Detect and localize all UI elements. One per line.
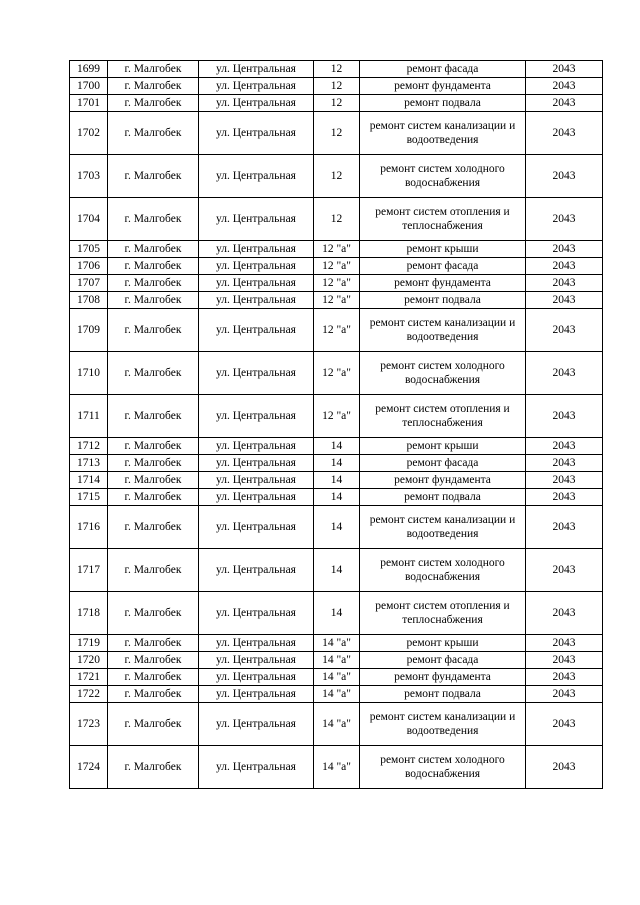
cell-work-type: ремонт систем отопления и теплоснабжения — [360, 198, 526, 241]
table-row — [70, 309, 603, 352]
cell-row-number: 1704 — [70, 198, 108, 241]
cell-row-number: 1718 — [70, 592, 108, 635]
table-row — [70, 78, 603, 95]
cell-city: г. Малгобек — [108, 275, 199, 292]
cell-year: 2043 — [526, 438, 603, 455]
cell-year: 2043 — [526, 309, 603, 352]
cell-house-number: 14 "а" — [314, 669, 360, 686]
table-row — [70, 155, 603, 198]
cell-row-number: 1708 — [70, 292, 108, 309]
cell-street: ул. Центральная — [199, 95, 314, 112]
table-row — [70, 438, 603, 455]
cell-row-number: 1707 — [70, 275, 108, 292]
cell-year: 2043 — [526, 78, 603, 95]
cell-house-number: 12 — [314, 198, 360, 241]
cell-work-type: ремонт фасада — [360, 652, 526, 669]
cell-year: 2043 — [526, 592, 603, 635]
table-row — [70, 635, 603, 652]
cell-year: 2043 — [526, 652, 603, 669]
cell-street: ул. Центральная — [199, 472, 314, 489]
cell-year: 2043 — [526, 95, 603, 112]
cell-city: г. Малгобек — [108, 455, 199, 472]
cell-row-number: 1715 — [70, 489, 108, 506]
cell-city: г. Малгобек — [108, 292, 199, 309]
cell-row-number: 1724 — [70, 746, 108, 789]
cell-work-type: ремонт подвала — [360, 292, 526, 309]
cell-house-number: 12 "а" — [314, 309, 360, 352]
cell-work-type: ремонт подвала — [360, 489, 526, 506]
cell-street: ул. Центральная — [199, 78, 314, 95]
cell-row-number: 1702 — [70, 112, 108, 155]
cell-work-type: ремонт фундамента — [360, 78, 526, 95]
cell-house-number: 14 "а" — [314, 746, 360, 789]
cell-city: г. Малгобек — [108, 112, 199, 155]
cell-year: 2043 — [526, 155, 603, 198]
cell-year: 2043 — [526, 489, 603, 506]
cell-city: г. Малгобек — [108, 652, 199, 669]
cell-work-type: ремонт систем холодного водоснабжения — [360, 352, 526, 395]
cell-work-type: ремонт систем канализации и водоотведения — [360, 309, 526, 352]
cell-street: ул. Центральная — [199, 506, 314, 549]
cell-city: г. Малгобек — [108, 309, 199, 352]
cell-city: г. Малгобек — [108, 95, 199, 112]
table-row — [70, 455, 603, 472]
cell-house-number: 14 "а" — [314, 686, 360, 703]
cell-house-number: 14 — [314, 489, 360, 506]
cell-street: ул. Центральная — [199, 669, 314, 686]
cell-city: г. Малгобек — [108, 352, 199, 395]
cell-year: 2043 — [526, 506, 603, 549]
cell-row-number: 1710 — [70, 352, 108, 395]
cell-house-number: 12 — [314, 155, 360, 198]
cell-street: ул. Центральная — [199, 686, 314, 703]
table-row — [70, 686, 603, 703]
cell-street: ул. Центральная — [199, 703, 314, 746]
cell-year: 2043 — [526, 669, 603, 686]
cell-year: 2043 — [526, 746, 603, 789]
table-row — [70, 669, 603, 686]
cell-year: 2043 — [526, 258, 603, 275]
cell-work-type: ремонт крыши — [360, 438, 526, 455]
cell-street: ул. Центральная — [199, 549, 314, 592]
table-row — [70, 506, 603, 549]
cell-street: ул. Центральная — [199, 275, 314, 292]
cell-house-number: 12 "а" — [314, 258, 360, 275]
cell-house-number: 14 — [314, 472, 360, 489]
cell-row-number: 1713 — [70, 455, 108, 472]
cell-house-number: 12 "а" — [314, 292, 360, 309]
cell-house-number: 12 — [314, 78, 360, 95]
table-row — [70, 112, 603, 155]
cell-house-number: 14 "а" — [314, 703, 360, 746]
cell-city: г. Малгобек — [108, 635, 199, 652]
cell-row-number: 1699 — [70, 61, 108, 78]
table-row — [70, 292, 603, 309]
table-row — [70, 395, 603, 438]
cell-work-type: ремонт систем канализации и водоотведения — [360, 112, 526, 155]
cell-house-number: 12 "а" — [314, 241, 360, 258]
cell-year: 2043 — [526, 112, 603, 155]
cell-street: ул. Центральная — [199, 438, 314, 455]
cell-row-number: 1705 — [70, 241, 108, 258]
table-row — [70, 198, 603, 241]
cell-city: г. Малгобек — [108, 592, 199, 635]
cell-work-type: ремонт систем холодного водоснабжения — [360, 549, 526, 592]
cell-city: г. Малгобек — [108, 686, 199, 703]
cell-work-type: ремонт систем отопления и теплоснабжения — [360, 592, 526, 635]
cell-street: ул. Центральная — [199, 592, 314, 635]
table-row — [70, 275, 603, 292]
cell-year: 2043 — [526, 635, 603, 652]
cell-work-type: ремонт фундамента — [360, 669, 526, 686]
cell-street: ул. Центральная — [199, 652, 314, 669]
cell-house-number: 14 "а" — [314, 652, 360, 669]
cell-street: ул. Центральная — [199, 635, 314, 652]
table-row — [70, 61, 603, 78]
cell-city: г. Малгобек — [108, 198, 199, 241]
cell-row-number: 1722 — [70, 686, 108, 703]
cell-work-type: ремонт крыши — [360, 241, 526, 258]
cell-row-number: 1716 — [70, 506, 108, 549]
cell-street: ул. Центральная — [199, 61, 314, 78]
cell-row-number: 1723 — [70, 703, 108, 746]
table-row — [70, 472, 603, 489]
table-row — [70, 241, 603, 258]
cell-row-number: 1721 — [70, 669, 108, 686]
cell-city: г. Малгобек — [108, 489, 199, 506]
table-row — [70, 352, 603, 395]
cell-year: 2043 — [526, 198, 603, 241]
cell-street: ул. Центральная — [199, 746, 314, 789]
cell-work-type: ремонт фасада — [360, 258, 526, 275]
cell-year: 2043 — [526, 61, 603, 78]
cell-year: 2043 — [526, 395, 603, 438]
cell-street: ул. Центральная — [199, 292, 314, 309]
table-row — [70, 746, 603, 789]
capital-repair-table — [69, 60, 603, 789]
cell-row-number: 1706 — [70, 258, 108, 275]
cell-year: 2043 — [526, 686, 603, 703]
cell-city: г. Малгобек — [108, 438, 199, 455]
cell-city: г. Малгобек — [108, 155, 199, 198]
cell-year: 2043 — [526, 472, 603, 489]
cell-house-number: 12 — [314, 95, 360, 112]
cell-year: 2043 — [526, 703, 603, 746]
cell-row-number: 1719 — [70, 635, 108, 652]
cell-work-type: ремонт подвала — [360, 686, 526, 703]
cell-street: ул. Центральная — [199, 112, 314, 155]
cell-city: г. Малгобек — [108, 746, 199, 789]
cell-street: ул. Центральная — [199, 155, 314, 198]
cell-work-type: ремонт систем отопления и теплоснабжения — [360, 395, 526, 438]
cell-house-number: 14 — [314, 592, 360, 635]
cell-street: ул. Центральная — [199, 352, 314, 395]
cell-work-type: ремонт систем канализации и водоотведения — [360, 506, 526, 549]
cell-work-type: ремонт фундамента — [360, 472, 526, 489]
cell-house-number: 12 — [314, 61, 360, 78]
cell-row-number: 1712 — [70, 438, 108, 455]
table-row — [70, 549, 603, 592]
cell-work-type: ремонт систем холодного водоснабжения — [360, 155, 526, 198]
cell-year: 2043 — [526, 275, 603, 292]
cell-row-number: 1720 — [70, 652, 108, 669]
cell-work-type: ремонт подвала — [360, 95, 526, 112]
cell-city: г. Малгобек — [108, 549, 199, 592]
cell-city: г. Малгобек — [108, 241, 199, 258]
cell-house-number: 12 — [314, 112, 360, 155]
cell-work-type: ремонт систем канализации и водоотведения — [360, 703, 526, 746]
table-row — [70, 703, 603, 746]
cell-row-number: 1701 — [70, 95, 108, 112]
table-row — [70, 652, 603, 669]
cell-house-number: 12 "а" — [314, 352, 360, 395]
cell-street: ул. Центральная — [199, 395, 314, 438]
cell-year: 2043 — [526, 549, 603, 592]
cell-row-number: 1711 — [70, 395, 108, 438]
cell-city: г. Малгобек — [108, 395, 199, 438]
cell-street: ул. Центральная — [199, 309, 314, 352]
cell-row-number: 1714 — [70, 472, 108, 489]
cell-house-number: 14 — [314, 455, 360, 472]
cell-house-number: 14 — [314, 438, 360, 455]
cell-row-number: 1703 — [70, 155, 108, 198]
cell-city: г. Малгобек — [108, 669, 199, 686]
cell-city: г. Малгобек — [108, 61, 199, 78]
cell-year: 2043 — [526, 352, 603, 395]
cell-city: г. Малгобек — [108, 703, 199, 746]
cell-row-number: 1717 — [70, 549, 108, 592]
cell-city: г. Малгобек — [108, 472, 199, 489]
cell-city: г. Малгобек — [108, 78, 199, 95]
cell-row-number: 1709 — [70, 309, 108, 352]
cell-street: ул. Центральная — [199, 241, 314, 258]
cell-row-number: 1700 — [70, 78, 108, 95]
cell-street: ул. Центральная — [199, 455, 314, 472]
cell-house-number: 14 — [314, 506, 360, 549]
cell-work-type: ремонт фасада — [360, 455, 526, 472]
cell-work-type: ремонт фасада — [360, 61, 526, 78]
cell-house-number: 12 "а" — [314, 395, 360, 438]
cell-year: 2043 — [526, 241, 603, 258]
cell-year: 2043 — [526, 455, 603, 472]
cell-street: ул. Центральная — [199, 489, 314, 506]
cell-house-number: 12 "а" — [314, 275, 360, 292]
cell-work-type: ремонт фундамента — [360, 275, 526, 292]
table-row — [70, 489, 603, 506]
table-row — [70, 95, 603, 112]
cell-street: ул. Центральная — [199, 198, 314, 241]
table-body — [70, 61, 603, 789]
cell-work-type: ремонт систем холодного водоснабжения — [360, 746, 526, 789]
cell-year: 2043 — [526, 292, 603, 309]
table-row — [70, 592, 603, 635]
cell-house-number: 14 "а" — [314, 635, 360, 652]
table-row — [70, 258, 603, 275]
cell-house-number: 14 — [314, 549, 360, 592]
cell-city: г. Малгобек — [108, 506, 199, 549]
cell-work-type: ремонт крыши — [360, 635, 526, 652]
cell-street: ул. Центральная — [199, 258, 314, 275]
cell-city: г. Малгобек — [108, 258, 199, 275]
